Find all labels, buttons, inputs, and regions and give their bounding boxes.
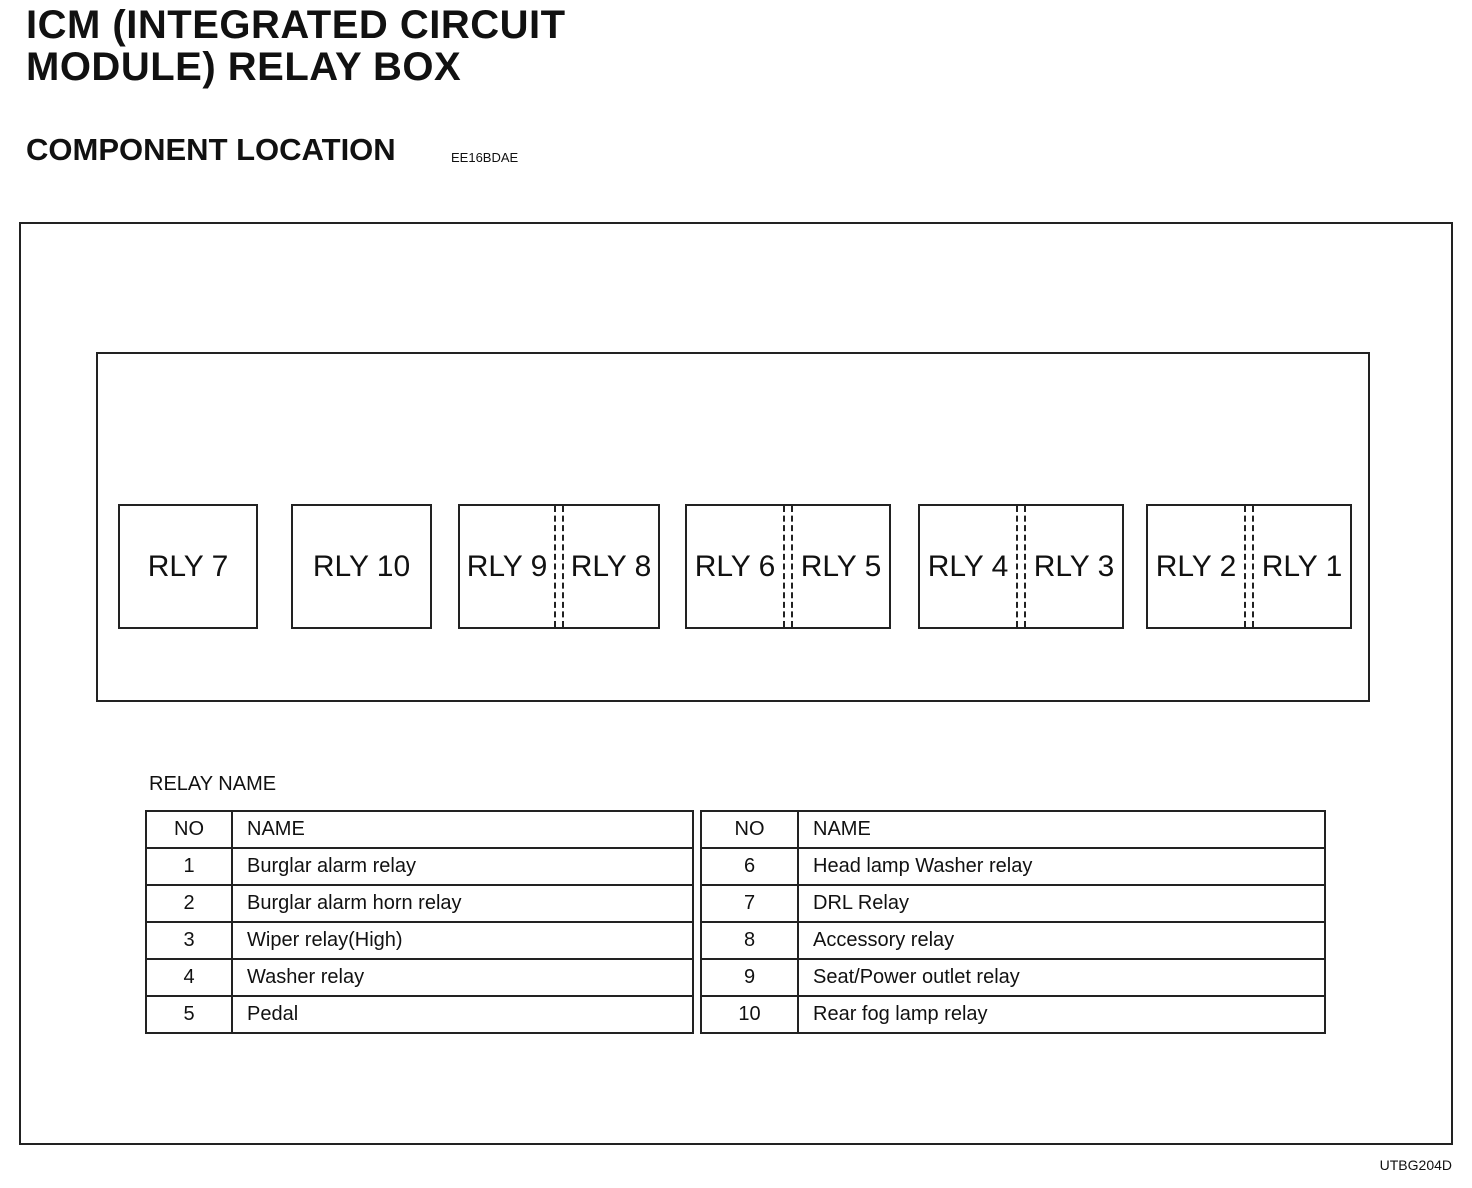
relay-divider	[554, 506, 564, 627]
relay-no: 1	[146, 848, 232, 885]
table-row	[701, 848, 1325, 885]
table-row	[701, 996, 1325, 1033]
relay-no: 9	[701, 959, 798, 996]
figure-code: UTBG204D	[1379, 1157, 1452, 1173]
title-line-1: ICM (INTEGRATED CIRCUIT	[26, 3, 566, 47]
relay-table-right	[700, 810, 1326, 1034]
relay-label-1: RLY 1	[1261, 549, 1343, 583]
relay-label-2: RLY 2	[1155, 549, 1237, 583]
relay-name: Burglar alarm horn relay	[232, 885, 693, 922]
table-row	[701, 885, 1325, 922]
relay-no: 3	[146, 922, 232, 959]
relay-no: 10	[701, 996, 798, 1033]
relay-name: Pedal	[232, 996, 693, 1033]
relay-no: 5	[146, 996, 232, 1033]
relay-label-4: RLY 4	[927, 549, 1009, 583]
relay-label-7: RLY 7	[147, 549, 229, 583]
relay-label-6: RLY 6	[694, 549, 776, 583]
relay-label-8: RLY 8	[570, 549, 652, 583]
table-row	[146, 885, 693, 922]
column-header-name: NAME	[232, 811, 693, 848]
relay-table-label: RELAY NAME	[149, 773, 277, 795]
relay-name: Burglar alarm relay	[232, 848, 693, 885]
table-row	[701, 959, 1325, 996]
relay-name: Accessory relay	[798, 922, 1325, 959]
relay-no: 7	[701, 885, 798, 922]
relay-divider	[783, 506, 793, 627]
relay-no: 4	[146, 959, 232, 996]
relay-slot-6-5	[685, 504, 891, 629]
relay-label-3: RLY 3	[1033, 549, 1115, 583]
relay-slot-4-3	[918, 504, 1124, 629]
column-header-no: NO	[146, 811, 232, 848]
relay-label-9: RLY 9	[466, 549, 548, 583]
relay-name: Seat/Power outlet relay	[798, 959, 1325, 996]
column-header-name: NAME	[798, 811, 1325, 848]
table-header-row	[146, 811, 693, 848]
relay-label-5: RLY 5	[800, 549, 882, 583]
section-code: EE16BDAE	[451, 150, 519, 165]
relay-slot-7	[118, 504, 258, 629]
relay-divider	[1244, 506, 1254, 627]
relay-name: Head lamp Washer relay	[798, 848, 1325, 885]
table-row	[701, 922, 1325, 959]
page-title	[26, 4, 566, 88]
title-line-2: MODULE) RELAY BOX	[26, 45, 462, 89]
table-row	[146, 848, 693, 885]
relay-slot-2-1	[1146, 504, 1352, 629]
relay-no: 8	[701, 922, 798, 959]
relay-name: Wiper relay(High)	[232, 922, 693, 959]
relay-no: 2	[146, 885, 232, 922]
table-row	[146, 959, 693, 996]
relay-slot-9-8	[458, 504, 660, 629]
relay-name: DRL Relay	[798, 885, 1325, 922]
table-row	[146, 996, 693, 1033]
relay-name: Washer relay	[232, 959, 693, 996]
table-row	[146, 922, 693, 959]
section-heading: COMPONENT LOCATION	[26, 132, 396, 167]
relay-table	[145, 810, 1326, 1025]
relay-slot-10	[291, 504, 432, 629]
column-header-no: NO	[701, 811, 798, 848]
relay-divider	[1016, 506, 1026, 627]
table-header-row	[701, 811, 1325, 848]
relay-table-left	[145, 810, 694, 1034]
relay-label-10: RLY 10	[312, 549, 411, 583]
relay-no: 6	[701, 848, 798, 885]
relay-name: Rear fog lamp relay	[798, 996, 1325, 1033]
